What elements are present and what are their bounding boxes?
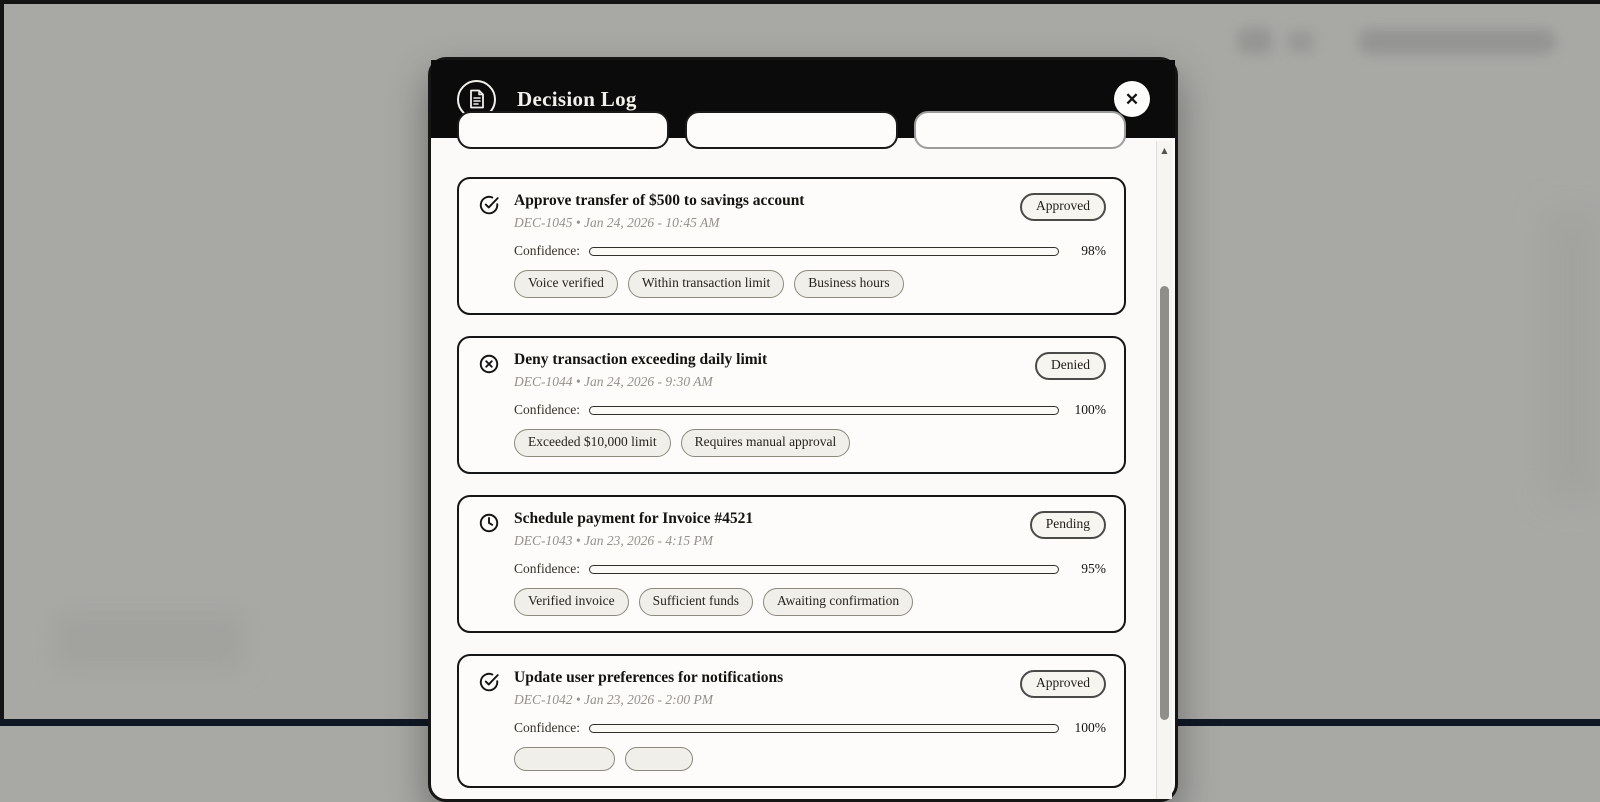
check-circle-icon <box>478 671 500 693</box>
confidence-percent: 95% <box>1081 561 1106 576</box>
decision-card <box>457 495 1126 633</box>
decision-log-modal <box>428 57 1178 802</box>
confidence-bar <box>589 565 1059 574</box>
screen-edge-top <box>0 0 1600 4</box>
tag-row <box>514 429 1106 457</box>
confidence-label: Confidence: <box>514 243 580 258</box>
confidence-percent: 100% <box>1074 720 1106 735</box>
tag-pill: Exceeded $10,000 limit <box>514 429 671 457</box>
tag-pill: Business hours <box>794 270 903 298</box>
card-head <box>477 192 1106 231</box>
confidence-label: Confidence: <box>514 720 580 735</box>
modal-title: Decision Log <box>517 86 637 111</box>
confidence-row <box>514 243 1106 259</box>
confidence-bar <box>589 724 1059 733</box>
decision-title: Approve transfer of $500 to savings account <box>514 192 805 209</box>
clock-icon <box>478 512 500 534</box>
x-circle-icon <box>478 353 500 375</box>
decision-id-timestamp: DEC-1042 • Jan 23, 2026 - 2:00 PM <box>514 692 713 707</box>
status-badge: Approved <box>1020 670 1106 698</box>
decision-id-timestamp: DEC-1045 • Jan 24, 2026 - 10:45 AM <box>514 215 720 230</box>
background-blur-shape <box>1545 210 1600 500</box>
card-head <box>477 351 1106 390</box>
decision-title: Deny transaction exceeding daily limit <box>514 351 768 368</box>
confidence-bar <box>589 247 1059 256</box>
tag-pill: Voice verified <box>514 270 618 298</box>
decision-card <box>457 336 1126 474</box>
decision-id-timestamp: DEC-1043 • Jan 23, 2026 - 4:15 PM <box>514 533 713 548</box>
background-blur-toolbar <box>1358 29 1556 54</box>
decision-card <box>457 177 1126 315</box>
scrollbar-up-arrow-icon[interactable]: ▲ <box>1161 146 1168 155</box>
confidence-row <box>514 561 1106 577</box>
card-head <box>477 510 1106 549</box>
tag-pill: Awaiting confirmation <box>763 588 913 616</box>
tag-pill: Verified invoice <box>514 588 629 616</box>
confidence-percent: 98% <box>1081 243 1106 258</box>
summary-card-partial <box>685 111 897 149</box>
confidence-label: Confidence: <box>514 561 580 576</box>
card-head <box>477 669 1106 708</box>
tag-pill-clipped <box>514 747 615 771</box>
confidence-percent: 100% <box>1074 402 1106 417</box>
decision-title: Update user preferences for notifications <box>514 669 784 686</box>
status-badge: Approved <box>1020 193 1106 221</box>
tag-row <box>514 588 1106 616</box>
tag-pill: Requires manual approval <box>681 429 851 457</box>
tag-pill: Sufficient funds <box>639 588 753 616</box>
modal-body <box>431 111 1175 772</box>
confidence-row <box>514 402 1106 418</box>
screen-edge-left <box>0 0 4 726</box>
background-blur-icon <box>1238 28 1272 54</box>
tag-row <box>514 270 1106 298</box>
summary-card-partial <box>914 111 1126 149</box>
background-blur-shape <box>55 612 245 670</box>
confidence-label: Confidence: <box>514 402 580 417</box>
tag-pill-clipped <box>625 747 693 771</box>
status-badge: Pending <box>1030 511 1106 539</box>
tag-pill: Within transaction limit <box>628 270 784 298</box>
scrollbar-track[interactable] <box>1156 141 1172 799</box>
summary-card-partial <box>457 111 669 149</box>
decision-id-timestamp: DEC-1044 • Jan 24, 2026 - 9:30 AM <box>514 374 713 389</box>
decision-title: Schedule payment for Invoice #4521 <box>514 510 754 527</box>
status-badge: Denied <box>1035 352 1106 380</box>
decision-card <box>457 654 1126 788</box>
close-button[interactable]: ✕ <box>1114 81 1150 117</box>
confidence-row <box>514 720 1106 736</box>
tag-row <box>514 747 1106 771</box>
background-blur-icon <box>1288 31 1314 52</box>
summary-cards-partial <box>457 111 1126 149</box>
scrollbar-thumb[interactable] <box>1160 286 1169 720</box>
decision-list <box>457 177 1126 788</box>
check-circle-icon <box>478 194 500 216</box>
confidence-bar <box>589 406 1059 415</box>
